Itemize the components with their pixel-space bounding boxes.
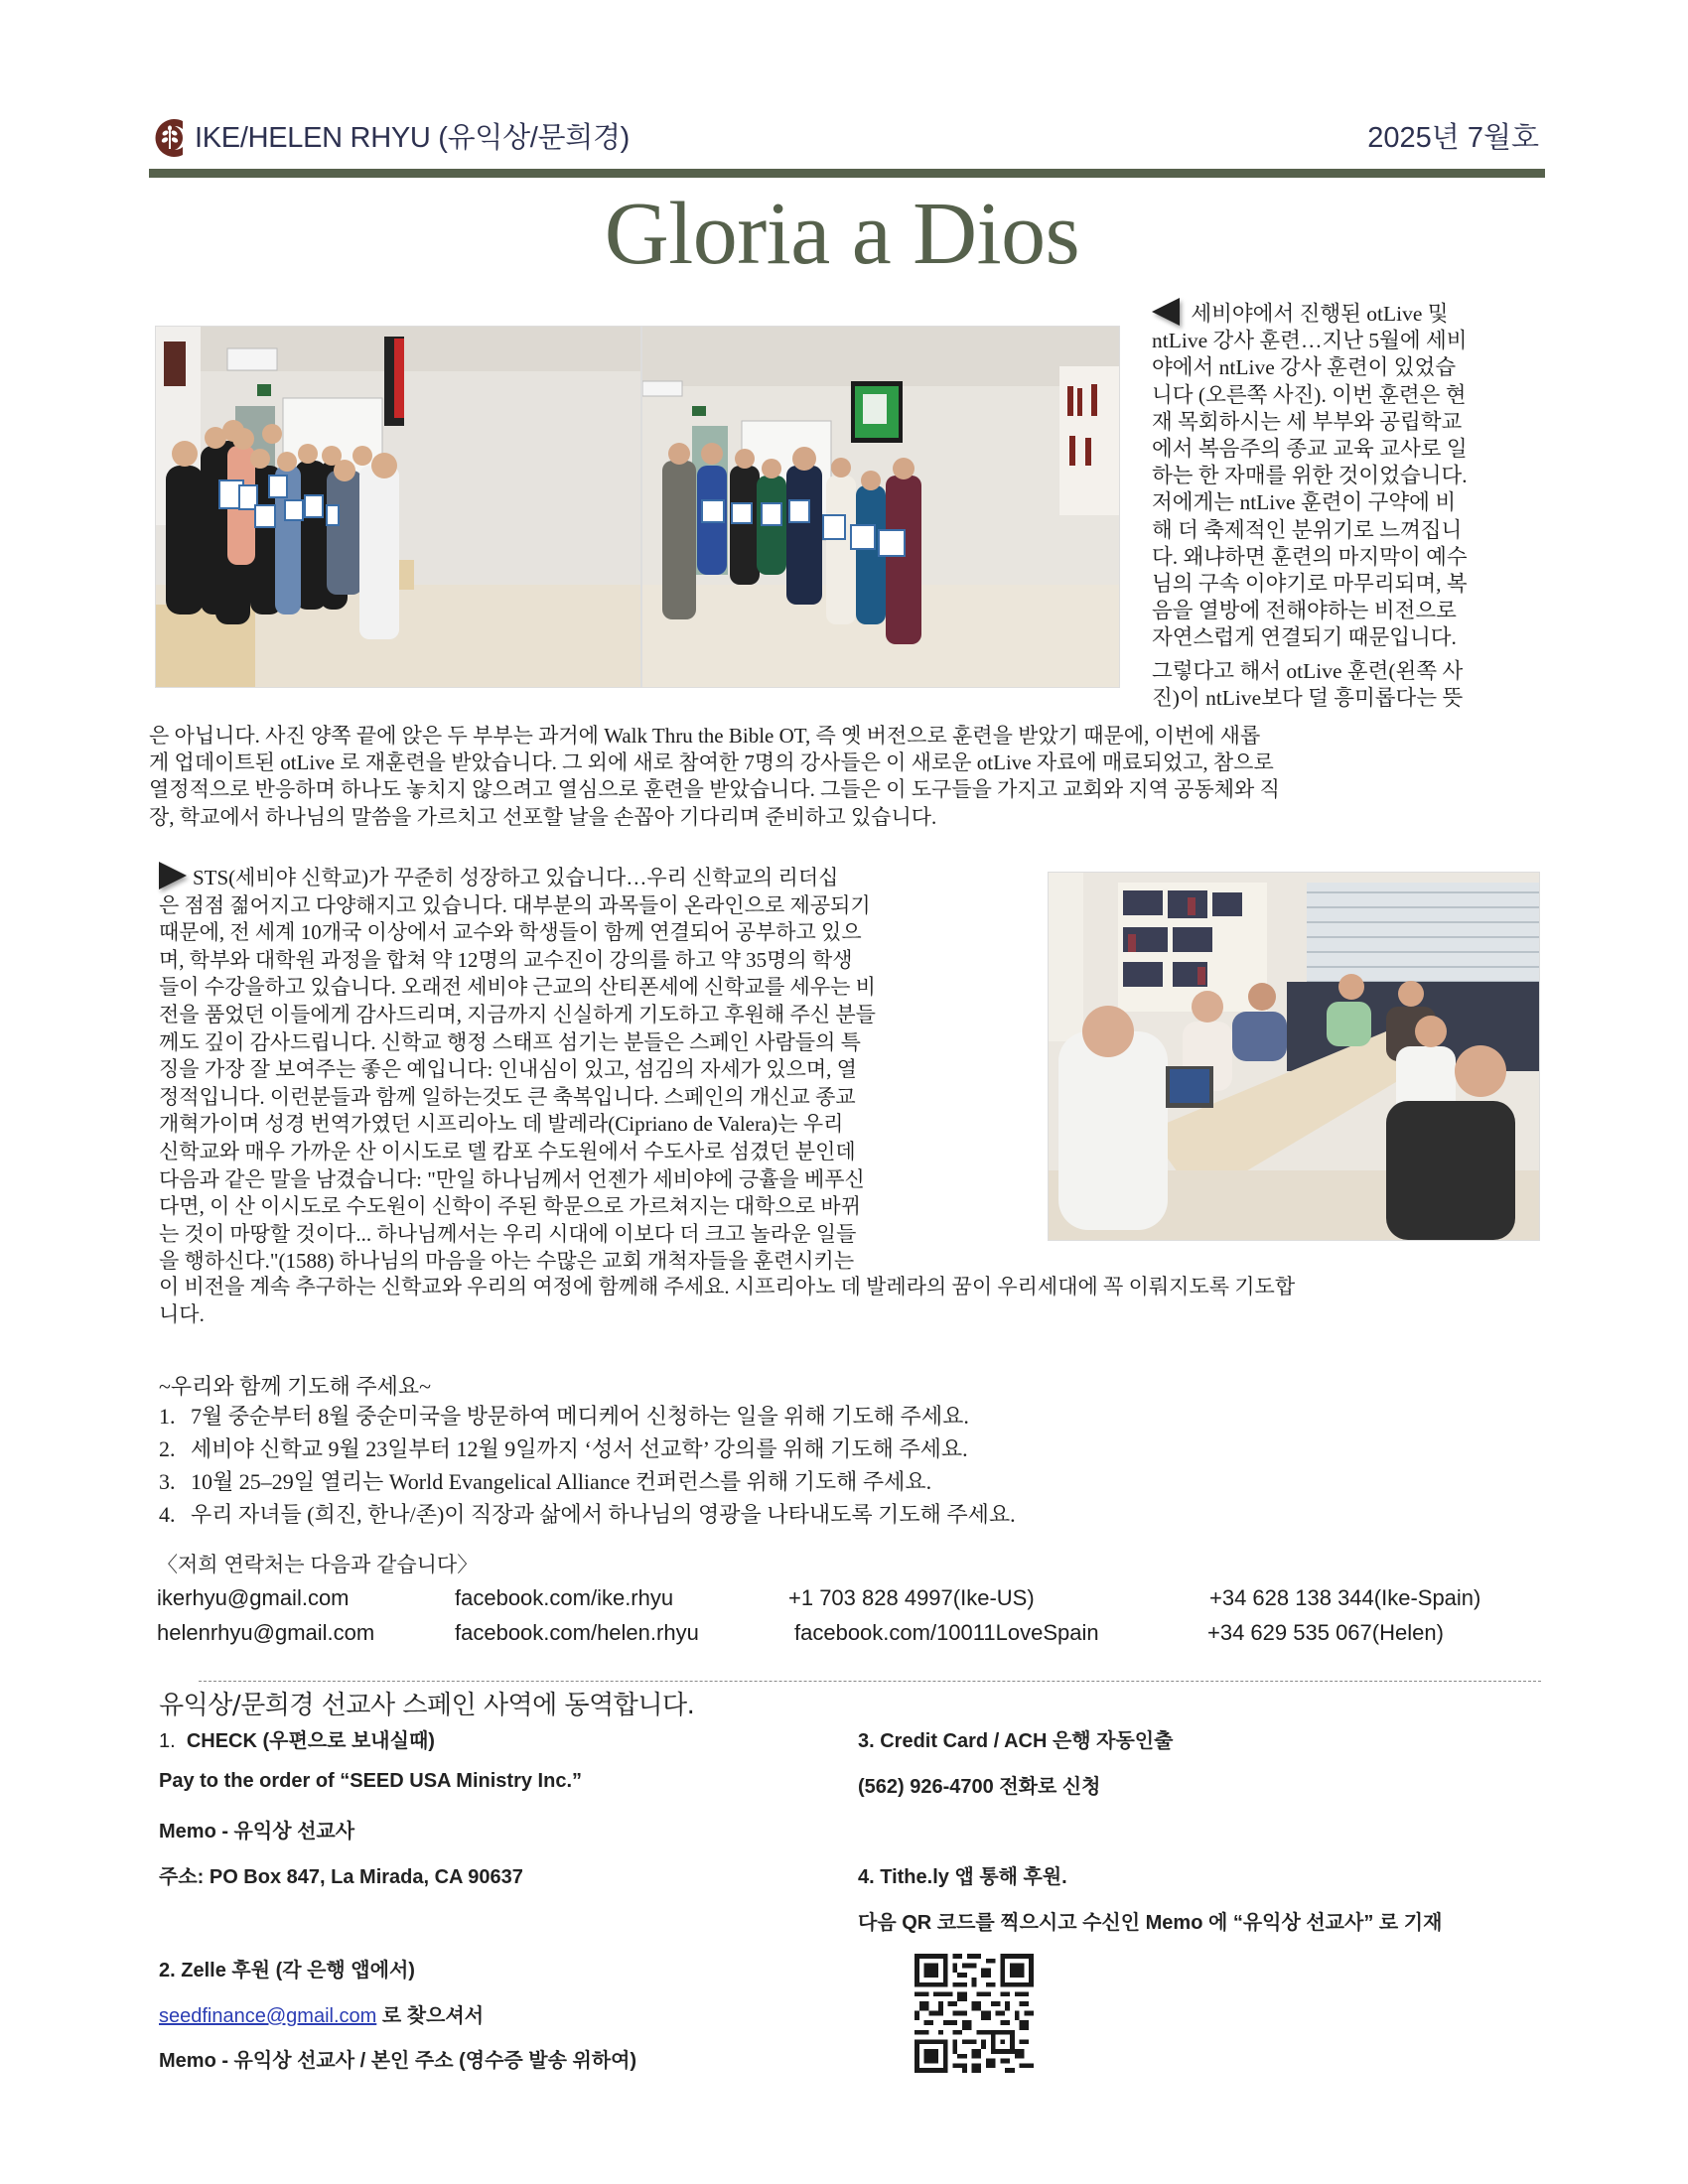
phone-ike-us[interactable]: +1 703 828 4997(Ike-US) <box>788 1585 1035 1610</box>
article2-line: 정적입니다. 이런분들과 함께 일하는것도 큰 축복입니다. 스페인의 개신교 종교 <box>159 1084 856 1109</box>
issue-date: 2025년 7월호 <box>1367 122 1539 154</box>
zelle-line: seedfinance@gmail.com 로 찾으셔서 <box>159 2005 485 2027</box>
tithely-heading: 4. Tithe.ly 앱 통해 후원. <box>858 1866 1067 1888</box>
article1-line: 자연스럽게 연결되기 때문입니다. <box>1152 625 1457 650</box>
phone-ike-spain[interactable]: +34 628 138 344(Ike-Spain) <box>1209 1585 1481 1610</box>
article2-line: 며, 학부와 대학원 과정을 합쳐 약 12명의 교수진이 강의를 하고 약 35명의 학생 <box>159 947 853 972</box>
tithely-instructions: 다음 QR 코드를 찍으시고 수신인 Memo 에 “유익상 선교사” 로 기재 <box>858 1912 1443 1934</box>
article2-line: 들이 수강을하고 있습니다. 오래전 세비야 근교의 산티폰세에 신학교를 세우는 비 <box>159 975 876 1000</box>
article-otlive-continued <box>149 723 1539 831</box>
article2-line: 다면, 이 산 이시도로 수도원이 신학이 주된 학문으로 가르쳐지는 대학으로 바뀌 <box>159 1194 861 1219</box>
article2-line: 개혁가이며 성경 번역가였던 시프리아노 데 발레라(Cipriano de Valera)는 우리 <box>159 1112 844 1137</box>
article1-line: 그렇다고 해서 otLive 훈련(왼쪽 사 <box>1152 658 1464 683</box>
prayer-item: 4. 우리 자녀들 (희진, 한나/존)이 직장과 삶에서 하나님의 영광을 나타내도록 기도해 주세요. <box>159 1502 1016 1527</box>
photo-ntlive-training <box>641 326 1120 688</box>
photo-otlive-training <box>155 326 641 688</box>
check-heading: 1. CHECK (우편으로 보내실때) <box>159 1730 435 1752</box>
article1-line: 님의 구속 이야기로 마무리되며, 복 <box>1152 572 1468 597</box>
triangle-right-icon <box>159 862 187 889</box>
triangle-left-icon <box>1152 298 1180 326</box>
article1-line: 니다 (오른쪽 사진). 이번 훈련은 현 <box>1152 382 1467 407</box>
article2-line: 는 것이 마땅할 것이다... 하나님께서는 우리 시대에 이보다 더 크고 놀라운 일들 <box>159 1221 857 1246</box>
qr-code-icon[interactable] <box>914 1954 1034 2073</box>
zelle-heading: 2. Zelle 후원 (각 은행 앱에서) <box>159 1960 415 1981</box>
prayer-item: 2. 세비야 신학교 9월 23일부터 12월 9일까지 ‘성서 선교학’ 강의를 위해 기도해 주세요. <box>159 1436 968 1461</box>
zelle-email-link[interactable]: seedfinance@gmail.com <box>159 2005 377 2027</box>
article1-line: 에서 복음주의 종교 교육 교사로 일 <box>1152 437 1468 462</box>
article1-line: 저에게는 ntLive 훈련이 구약에 비 <box>1152 490 1457 515</box>
article2-line: 이 비전을 계속 추구하는 신학교와 우리의 여정에 함께해 주세요. 시프리아노 데 발레라의 꿈이 우리세대에 꼭 이뤄지도록 기도합 <box>159 1275 1296 1298</box>
prayer-item: 3. 10월 25–29일 열리는 World Evangelical Alliance 컨퍼런스를 위해 기도해 주세요. <box>159 1469 932 1494</box>
article1-line: 야에서 ntLive 강사 훈련이 있었습 <box>1152 355 1457 380</box>
article2-line: 신학교와 매우 가까운 산 이시도로 델 캄포 수도원에서 수도사로 섬겼던 분인데 <box>159 1139 856 1163</box>
check-memo: Memo - 유익상 선교사 <box>159 1821 355 1843</box>
prayer-item: 1. 7월 중순부터 8월 중순미국을 방문하여 메디케어 신청하는 일을 위해 기도해 주세요. <box>159 1404 969 1429</box>
article1-line: 장, 학교에서 하나님의 말씀을 가르치고 선포할 날을 손꼽아 기다리며 준비하고 있습니다. <box>149 804 937 829</box>
article1-line: 음을 열방에 전해야하는 비전으로 <box>1152 599 1457 623</box>
article2-line: 께도 깊이 감사드립니다. 신학교 행정 스태프 섬기는 분들은 스페인 사람들의 특 <box>159 1029 861 1054</box>
article1-line: 은 아닙니다. 사진 양쪽 끝에 앉은 두 부부는 과거에 Walk Thru the Bible OT, 즉 옛 버전으로 훈련을 받았기 때문에, 이번에 새롭 <box>149 724 1261 748</box>
article2-line: STS(세비야 신학교)가 꾸준히 성장하고 있습니다…우리 신학교의 리더십 <box>159 862 1033 892</box>
credit-heading: 3. Credit Card / ACH 은행 자동인출 <box>858 1730 1174 1752</box>
article1-line: 해 더 축제적인 분위기로 느껴집니 <box>1152 517 1463 542</box>
newsletter-title: Gloria a Dios <box>604 185 1080 283</box>
header-divider <box>149 169 1545 178</box>
section-divider <box>199 1681 1541 1682</box>
article1-line: 재 목회하시는 세 부부와 공립학교 <box>1152 409 1463 434</box>
article2-line: 다음과 같은 말을 남겼습니다: "만일 하나님께서 언젠가 세비야에 긍휼을 베푸신 <box>159 1166 865 1191</box>
article2-line: 을 행하신다."(1588) 하나님의 마음을 아는 수많은 교회 개척자들을 훈련시키는 <box>159 1249 855 1274</box>
article2-line: 니다. <box>159 1301 205 1326</box>
email-helen[interactable]: helenrhyu@gmail.com <box>157 1620 375 1645</box>
facebook-lovespain[interactable]: facebook.com/10011LoveSpain <box>794 1620 1099 1645</box>
zelle-memo: Memo - 유익상 선교사 / 본인 주소 (영수증 발송 위하여) <box>159 2050 637 2072</box>
prayer-list <box>159 1400 1016 1531</box>
article1-line: 다. 왜냐하면 훈련의 마지막이 예수 <box>1152 544 1468 569</box>
article1-line: 세비야에서 진행된 otLive 및 <box>1152 298 1539 328</box>
contact-heading: 〈저희 연락처는 다음과 같습니다〉 <box>157 1554 479 1576</box>
article1-line: 게 업데이트된 otLive 로 재훈련을 받았습니다. 그 외에 새로 참여한 7명의 강사들은 이 새로운 otLive 자료에 매료되었고, 참으로 <box>149 751 1274 775</box>
seed-sprout-logo-icon <box>149 117 191 159</box>
article1-line: 하는 한 자매를 위한 것이었습니다. <box>1152 464 1468 488</box>
facebook-ike[interactable]: facebook.com/ike.rhyu <box>455 1585 674 1610</box>
article2-line: 징을 가장 잘 보여주는 좋은 예입니다: 인내심이 있고, 섬김의 자세가 있으며, 열 <box>159 1057 857 1082</box>
newsletter-author: IKE/HELEN RHYU (유익상/문희경) <box>195 122 631 154</box>
article1-line: ntLive 강사 훈련…지난 5월에 세비 <box>1152 329 1468 353</box>
article1-line: 진)이 ntLive보다 덜 흥미롭다는 뜻 <box>1152 685 1464 710</box>
article2-line: 전을 품었던 이들에게 감사드리며, 지금까지 신실하게 기도하고 후원해 주신 분들 <box>159 1002 876 1026</box>
phone-helen[interactable]: +34 629 535 067(Helen) <box>1207 1620 1444 1645</box>
support-title: 유익상/문희경 선교사 스페인 사역에 동역합니다. <box>159 1691 695 1720</box>
article-otlive-ntlive <box>1152 298 1539 712</box>
facebook-helen[interactable]: facebook.com/helen.rhyu <box>455 1620 699 1645</box>
credit-phone[interactable]: (562) 926-4700 전화로 신청 <box>858 1776 1101 1798</box>
article-sts-continued <box>159 1274 1539 1328</box>
prayer-heading: ~우리와 함께 기도해 주세요~ <box>159 1374 432 1399</box>
email-ike[interactable]: ikerhyu@gmail.com <box>157 1585 350 1610</box>
article2-line: 때문에, 전 세계 10개국 이상에서 교수와 학생들이 함께 연결되어 공부하고 있으 <box>159 920 862 945</box>
article2-line: 은 점점 젊어지고 다양해지고 있습니다. 대부분의 과목들이 온라인으로 제공되기 <box>159 892 871 917</box>
check-address: 주소: PO Box 847, La Mirada, CA 90637 <box>159 1866 523 1888</box>
article1-line: 열정적으로 반응하며 하나도 놓치지 않으려고 열심으로 훈련을 받았습니다. 그들은 이 도구들을 가지고 교회와 지역 공동체와 직 <box>149 777 1280 802</box>
photo-sts-faculty <box>1048 872 1540 1241</box>
article-sts-seminary <box>159 862 1033 1276</box>
check-payee: Pay to the order of “SEED USA Ministry Inc.” <box>159 1770 582 1792</box>
